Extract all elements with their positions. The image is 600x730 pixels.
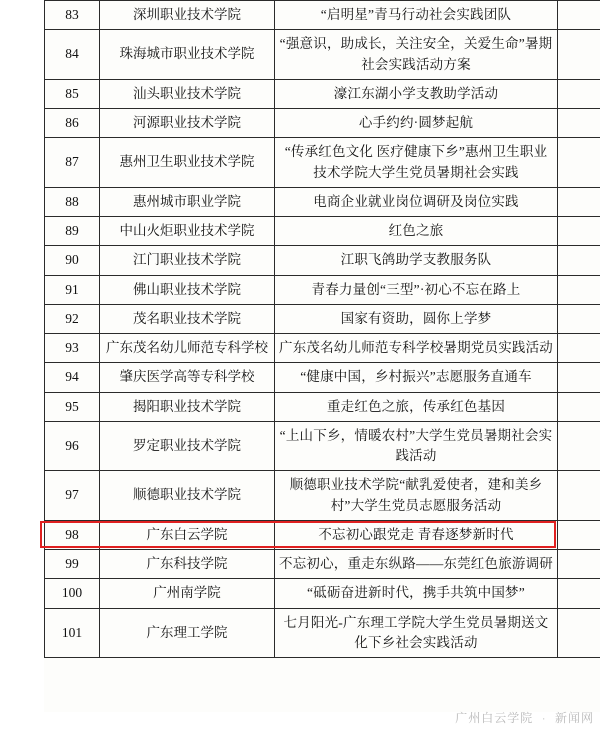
row-tail (558, 30, 600, 80)
table-row (45, 421, 600, 471)
row-number: 87 (45, 138, 100, 188)
row-school: 广东理工学院 (100, 608, 275, 658)
row-school: 惠州城市职业学院 (100, 187, 275, 216)
row-project: 心手约约·圆梦起航 (275, 109, 558, 138)
row-school: 茂名职业技术学院 (100, 304, 275, 333)
row-project: “强意识，助成长，关注安全，关爱生命”暑期社会实践活动方案 (275, 30, 558, 80)
table-row-highlighted (45, 520, 600, 549)
row-school: 江门职业技术学院 (100, 246, 275, 275)
row-tail (558, 334, 600, 363)
row-school: 汕头职业技术学院 (100, 79, 275, 108)
row-tail (558, 520, 600, 549)
row-project: 江职飞鸽助学支教服务队 (275, 246, 558, 275)
row-number: 97 (45, 471, 100, 521)
table-row (45, 579, 600, 608)
table-row (45, 275, 600, 304)
table-row (45, 334, 600, 363)
table-row (45, 187, 600, 216)
watermark-left-text: 广州白云学院 (455, 711, 534, 725)
row-project: “健康中国，乡村振兴”志愿服务直通车 (275, 363, 558, 392)
table-row (45, 608, 600, 658)
row-school: 深圳职业技术学院 (100, 1, 275, 30)
row-tail (558, 579, 600, 608)
row-tail (558, 217, 600, 246)
row-number: 89 (45, 217, 100, 246)
row-number: 86 (45, 109, 100, 138)
row-tail (558, 550, 600, 579)
row-number: 94 (45, 363, 100, 392)
row-project: “启明星”青马行动社会实践团队 (275, 1, 558, 30)
row-school: 佛山职业技术学院 (100, 275, 275, 304)
table-row (45, 392, 600, 421)
row-project: 不忘初心，重走东纵路——东莞红色旅游调研 (275, 550, 558, 579)
row-school: 广东科技学院 (100, 550, 275, 579)
table-body (45, 1, 600, 658)
table-row (45, 30, 600, 80)
row-project: 电商企业就业岗位调研及岗位实践 (275, 187, 558, 216)
table-row (45, 217, 600, 246)
row-project: 广东茂名幼儿师范专科学校暑期党员实践活动 (275, 334, 558, 363)
watermark-separator: · (541, 711, 547, 725)
row-project: “砥砺奋进新时代，携手共筑中国梦” (275, 579, 558, 608)
table-row (45, 1, 600, 30)
row-school: 中山火炬职业技术学院 (100, 217, 275, 246)
table-row (45, 246, 600, 275)
table-row (45, 138, 600, 188)
row-project: “上山下乡，情暖农村”大学生党员暑期社会实践活动 (275, 421, 558, 471)
row-tail (558, 246, 600, 275)
row-tail (558, 138, 600, 188)
row-school: 罗定职业技术学院 (100, 421, 275, 471)
row-number: 91 (45, 275, 100, 304)
watermark-right-text: 新闻网 (554, 711, 594, 725)
row-number: 99 (45, 550, 100, 579)
row-school: 珠海城市职业技术学院 (100, 30, 275, 80)
table-row (45, 304, 600, 333)
row-tail (558, 1, 600, 30)
row-school: 顺德职业技术学院 (100, 471, 275, 521)
row-school: 广东白云学院 (100, 520, 275, 549)
row-tail (558, 421, 600, 471)
row-project: 七月阳光-广东理工学院大学生党员暑期送文化下乡社会实践活动 (275, 608, 558, 658)
row-number: 98 (45, 520, 100, 549)
row-number: 93 (45, 334, 100, 363)
page-left-margin (0, 0, 44, 730)
row-tail (558, 392, 600, 421)
row-tail (558, 304, 600, 333)
row-number: 88 (45, 187, 100, 216)
watermark (455, 709, 594, 726)
row-tail (558, 79, 600, 108)
row-number: 92 (45, 304, 100, 333)
row-school: 广东茂名幼儿师范专科学校 (100, 334, 275, 363)
row-tail (558, 471, 600, 521)
row-number: 95 (45, 392, 100, 421)
award-list-table (44, 0, 600, 658)
row-tail (558, 363, 600, 392)
table-row (45, 79, 600, 108)
row-tail (558, 275, 600, 304)
row-project: 顺德职业技术学院“献乳爱使者，建和美乡村”大学生党员志愿服务活动 (275, 471, 558, 521)
row-number: 85 (45, 79, 100, 108)
row-school: 揭阳职业技术学院 (100, 392, 275, 421)
row-project: 不忘初心跟党走 青春逐梦新时代 (275, 520, 558, 549)
table-row (45, 363, 600, 392)
row-number: 96 (45, 421, 100, 471)
row-tail (558, 187, 600, 216)
row-tail (558, 608, 600, 658)
row-school: 广州南学院 (100, 579, 275, 608)
row-project: 重走红色之旅，传承红色基因 (275, 392, 558, 421)
row-number: 84 (45, 30, 100, 80)
row-school: 肇庆医学高等专科学校 (100, 363, 275, 392)
row-project: 青春力量创“三型”·初心不忘在路上 (275, 275, 558, 304)
row-project: 濠江东湖小学支教助学活动 (275, 79, 558, 108)
row-number: 90 (45, 246, 100, 275)
row-project: 国家有资助，圆你上学梦 (275, 304, 558, 333)
table-row (45, 109, 600, 138)
table-row (45, 550, 600, 579)
row-project: 红色之旅 (275, 217, 558, 246)
row-project: “传承红色文化 医疗健康下乡”惠州卫生职业技术学院大学生党员暑期社会实践 (275, 138, 558, 188)
row-school: 河源职业技术学院 (100, 109, 275, 138)
row-tail (558, 109, 600, 138)
table-row (45, 471, 600, 521)
row-number: 101 (45, 608, 100, 658)
row-number: 83 (45, 1, 100, 30)
row-number: 100 (45, 579, 100, 608)
row-school: 惠州卫生职业技术学院 (100, 138, 275, 188)
